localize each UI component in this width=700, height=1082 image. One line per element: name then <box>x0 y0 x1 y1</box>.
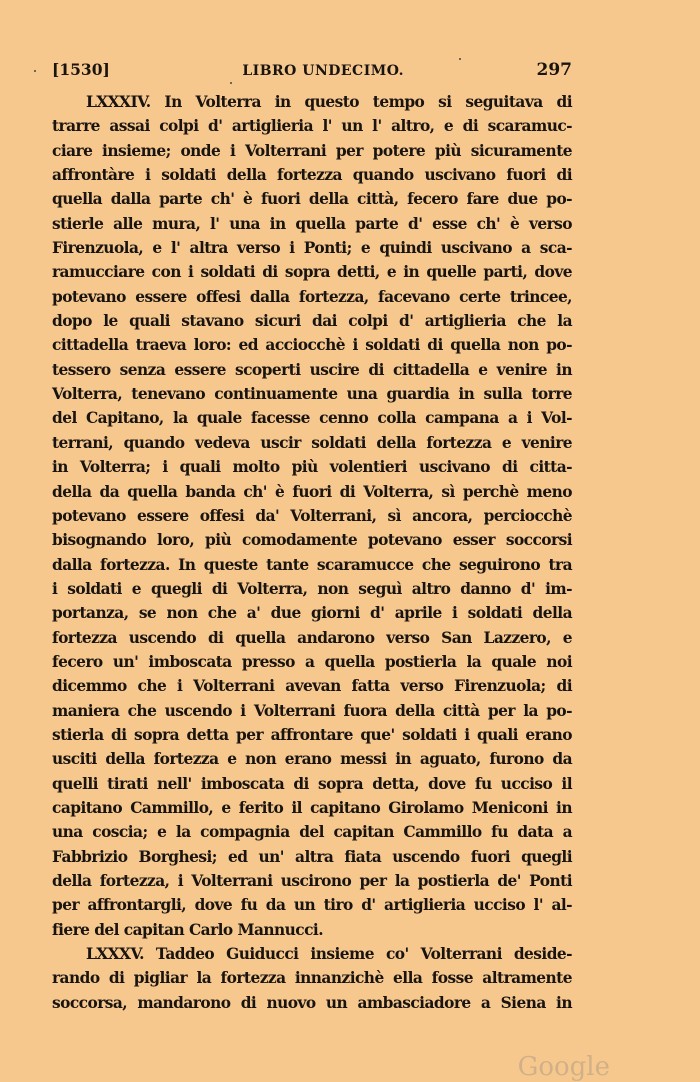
text-line: affrontàre i soldati della fortezza quando uscivano fuori di <box>52 166 572 185</box>
text-line: Firenzuola, e l' altra verso i Ponti; e quindi uscivano a sca- <box>52 239 572 258</box>
text-line: fortezza uscendo di quella andarono verso San Lazzero, e <box>52 628 572 647</box>
text-line: in Volterra; i quali molto più volentieri uscivano di citta- <box>52 458 572 477</box>
text-line: cittadella traeva loro: ed acciocchè i soldati di quella non po- <box>52 336 572 355</box>
text-line: capitano Cammillo, e ferito il capitano Girolamo Meniconi in <box>52 798 572 817</box>
text-line: LXXXV. Taddeo Guiducci insieme co' Volterrani deside- <box>86 945 572 964</box>
text-line: per affrontargli, dove fu da un tiro d' artiglieria ucciso l' al- <box>52 896 572 915</box>
text-line: quella dalla parte ch' è fuori della città, fecero fare due po- <box>52 190 572 209</box>
text-line: una coscia; e la compagnia del capitan Cammillo fu data a <box>52 823 572 842</box>
running-header <box>52 60 572 90</box>
text-line: soccorsa, mandarono di nuovo un ambasciadore a Siena in <box>52 993 572 1012</box>
text-line: usciti della fortezza e non erano messi in aguato, furono da <box>52 750 572 769</box>
chapter-title: LIBRO UNDECIMO. <box>242 63 404 79</box>
text-line: LXXXIV. In Volterra in questo tempo si seguitava di <box>86 93 572 111</box>
text-line: dicemmo che i Volterrani avevan fatta verso Firenzuola; di <box>52 677 572 696</box>
text-line: dopo le quali stavano sicuri dai colpi d' artiglieria che la <box>52 312 572 331</box>
page-number: 297 <box>536 60 572 80</box>
text-line: tessero senza essere scoperti uscire di cittadella e venire in <box>52 360 572 379</box>
text-line: Volterra, tenevano continuamente una guardia in sulla torre <box>52 385 572 404</box>
text-line: ramucciare con i soldati di sopra detti, e in quelle parti, dove <box>52 263 572 282</box>
text-line: della fortezza, i Volterrani uscirono per la postierla de' Ponti <box>52 872 572 890</box>
text-line: terrani, quando vedeva uscir soldati della fortezza e venire <box>52 433 572 452</box>
text-line: del Capitano, la quale facesse cenno colla campana a i Vol- <box>52 409 572 428</box>
text-line: fecero un' imboscata presso a quella postierla la quale noi <box>52 652 572 671</box>
speck <box>34 70 36 72</box>
text-line: bisognando loro, più comodamente potevano esser soccorsi <box>52 531 572 550</box>
text-line: i soldati e quegli di Volterra, non seguì altro danno d' im- <box>52 579 572 598</box>
text-line: portanza, se non che a' due giorni d' aprile i soldati della <box>52 604 572 623</box>
text-line: dalla fortezza. In queste tante scaramucce che seguirono tra <box>52 555 572 574</box>
body-text <box>52 90 572 1015</box>
text-line: della da quella banda ch' è fuori di Volterra, sì perchè meno <box>52 482 572 501</box>
text-line: trarre assai colpi d' artiglieria l' un l' altro, e di scaramuc- <box>52 117 572 136</box>
text-line: stierla di sopra detta per affrontare que' soldati i quali erano <box>52 725 572 744</box>
year-marker: [1530] <box>52 60 110 79</box>
watermark: Google <box>517 1052 610 1082</box>
text-line: potevano essere offesi da' Volterrani, sì ancora, perciocchè <box>52 506 572 525</box>
text-line: ciare insieme; onde i Volterrani per potere più sicuramente <box>52 141 572 160</box>
text-line: fiere del capitan Carlo Mannucci. <box>52 920 324 939</box>
text-line: rando di pigliar la fortezza innanzichè ella fosse altramente <box>52 969 572 988</box>
text-line: stierle alle mura, l' una in quella parte d' esse ch' è verso <box>52 214 572 233</box>
book-page <box>52 60 572 1015</box>
text-line: Fabbrizio Borghesi; ed un' altra fiata uscendo fuori quegli <box>52 847 572 866</box>
text-line: quelli tirati nell' imboscata di sopra detta, dove fu ucciso il <box>52 774 572 793</box>
text-line: potevano essere offesi dalla fortezza, facevano certe trincee, <box>52 287 572 306</box>
text-line: maniera che uscendo i Volterrani fuora della città per la po- <box>52 701 572 720</box>
